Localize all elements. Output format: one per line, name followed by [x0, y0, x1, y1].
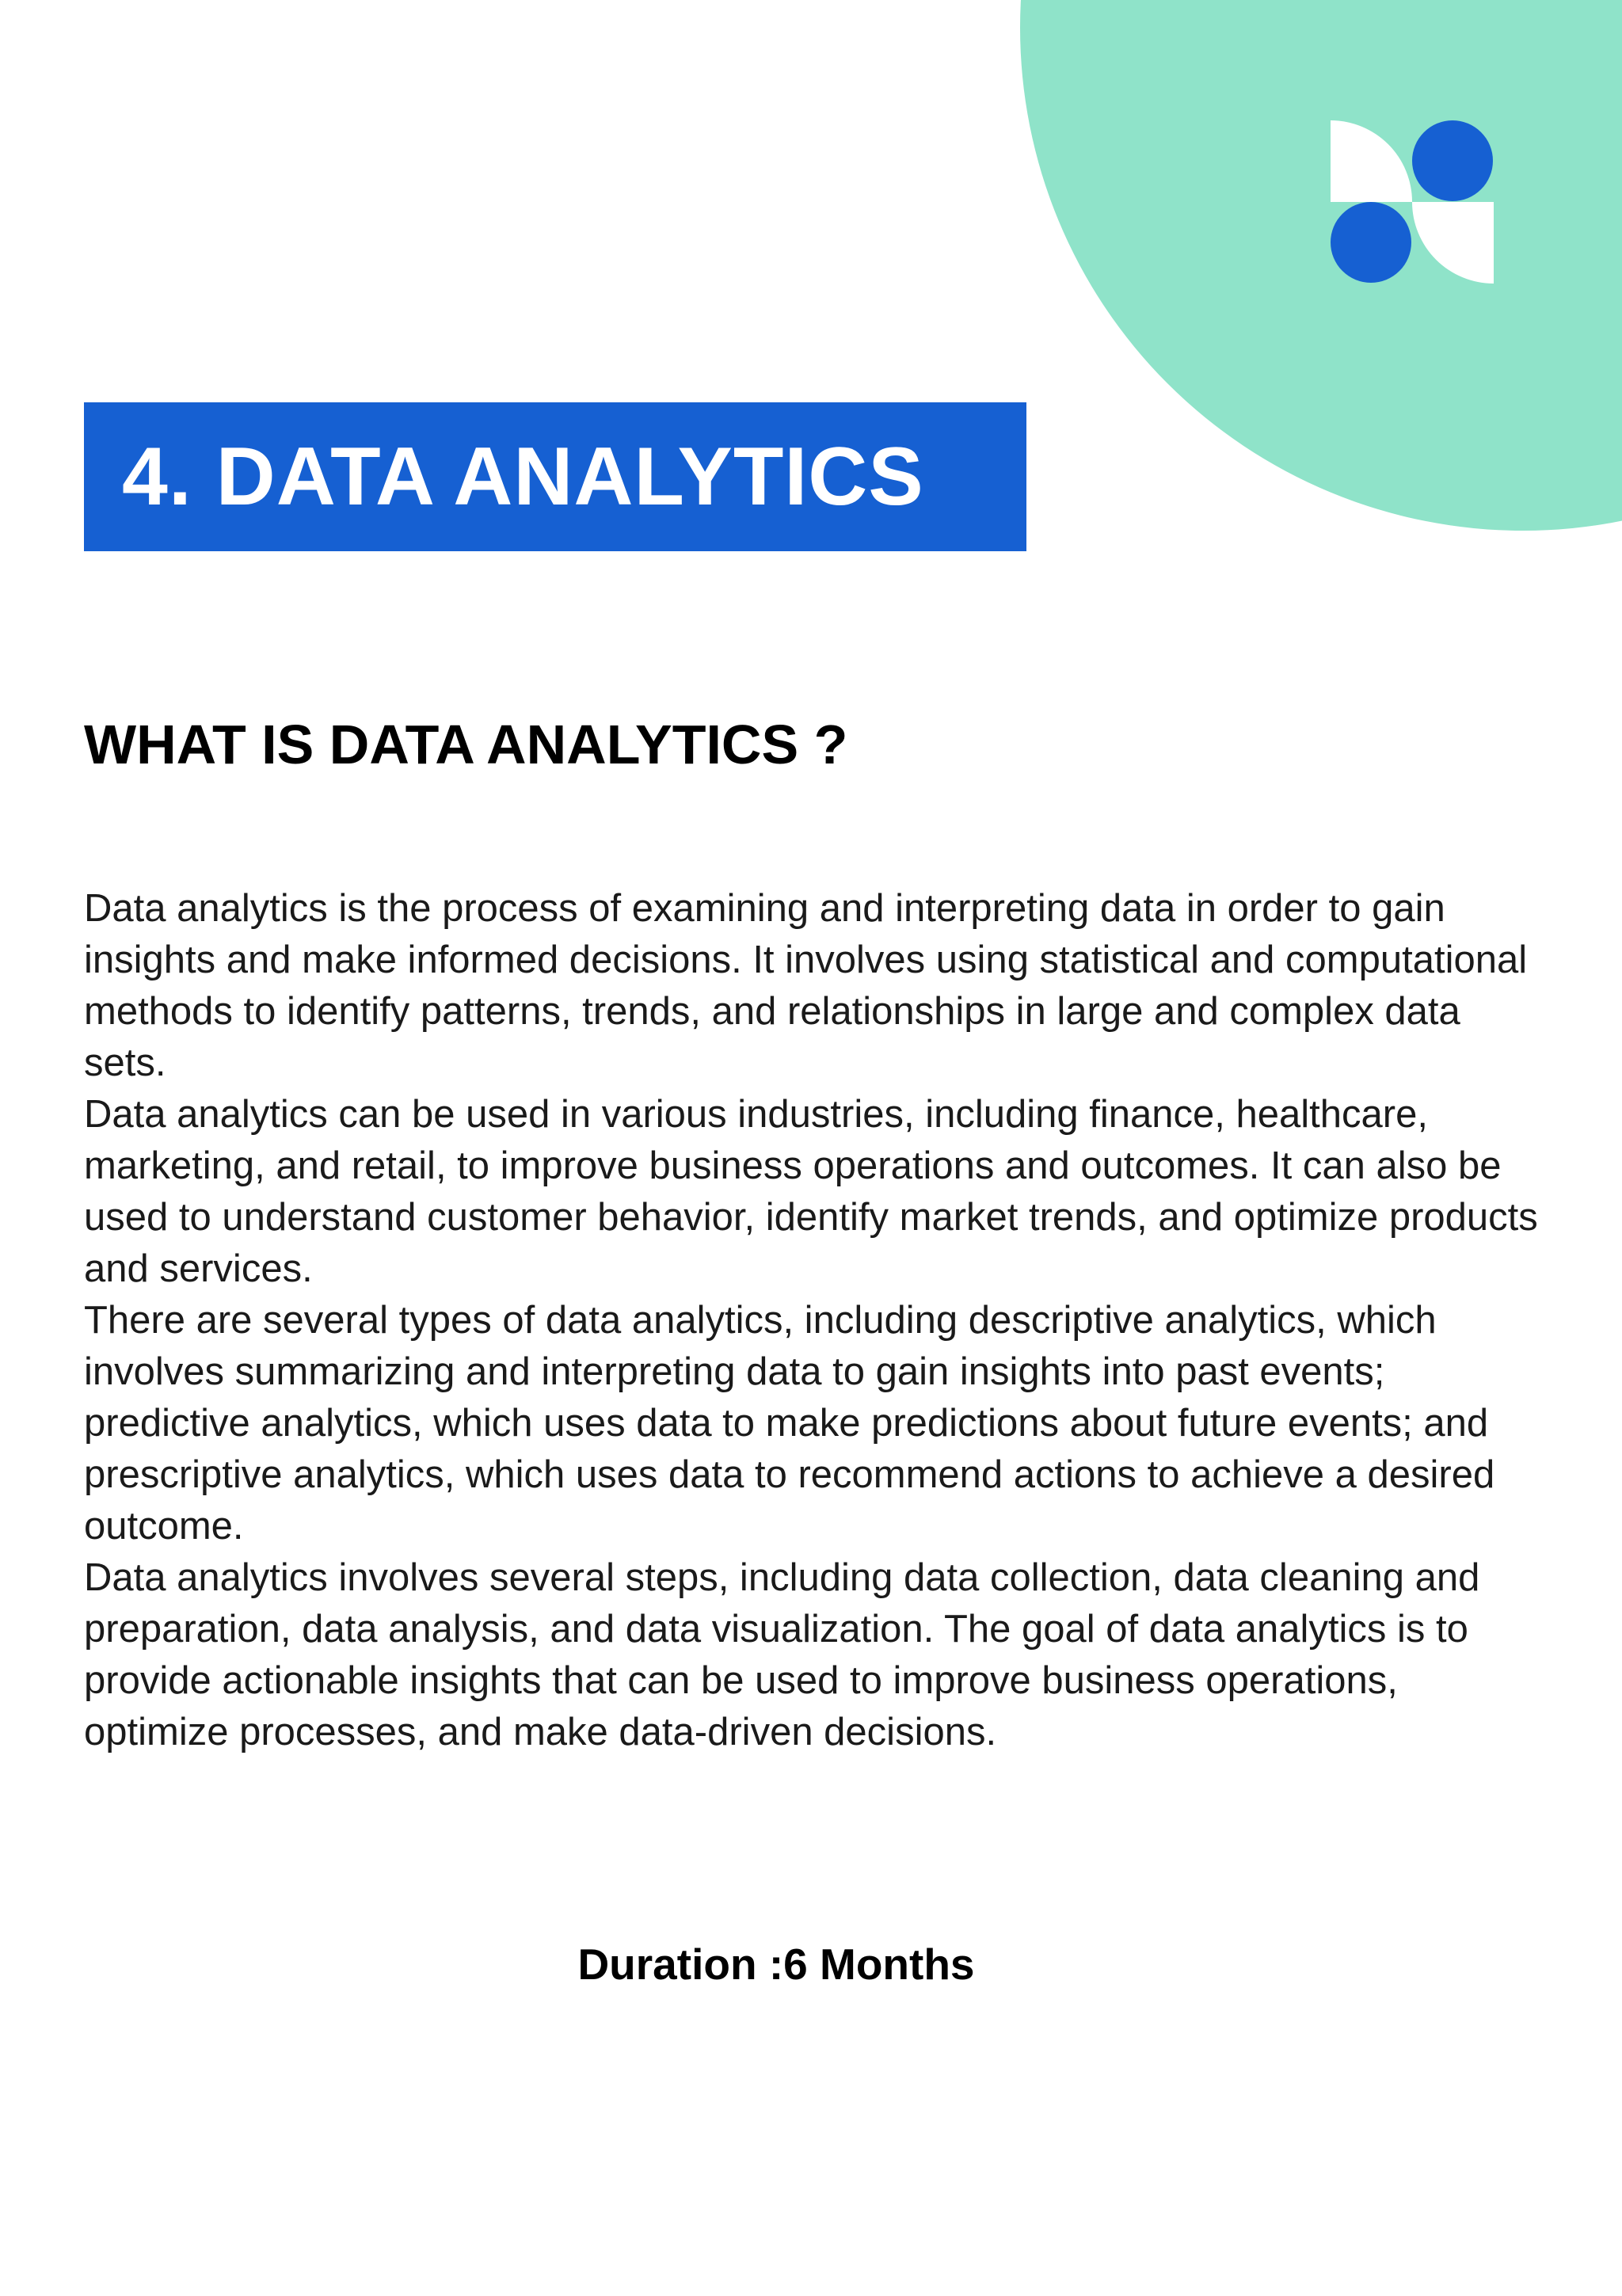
paragraph-definition: Data analytics is the process of examining and interpreting data in order to gain insights and make informed decisions. It involves using statistical and computational methods to identify patterns, trends, and relationships in large and complex data sets. — [84, 887, 1528, 1084]
paragraph-steps: Data analytics involves several steps, including data collection, data cleaning and preparation, data analysis, and data visualization. The goal of data analytics is to provide actionable insights that can be used to improve business operations, optimize processes, and make data-driven decisions. — [84, 1556, 1480, 1753]
decorative-corner-circle — [1020, 0, 1622, 531]
section-heading: WHAT IS DATA ANALYTICS ? — [84, 714, 848, 775]
abstract-circles-logo-icon — [1331, 120, 1494, 284]
body-text — [84, 883, 1541, 1758]
page-title: 4. DATA ANALYTICS — [122, 431, 924, 523]
paragraph-types: There are several types of data analytics, including descriptive analytics, which involves summarizing and interpreting data to gain insights into past events; predictive analytics, which uses data to make predictions about future events; and prescriptive analytics, which uses data to recommend actions to achieve a desired outcome. — [84, 1299, 1495, 1548]
title-banner — [84, 402, 1026, 551]
paragraph-industries: Data analytics can be used in various industries, including finance, healthcare, marketing, and retail, to improve business operations and outcomes. It can also be used to understand customer behavior, identify market trends, and optimize products and services. — [84, 1093, 1538, 1290]
duration-label: Duration :6 Months — [577, 1940, 975, 1989]
